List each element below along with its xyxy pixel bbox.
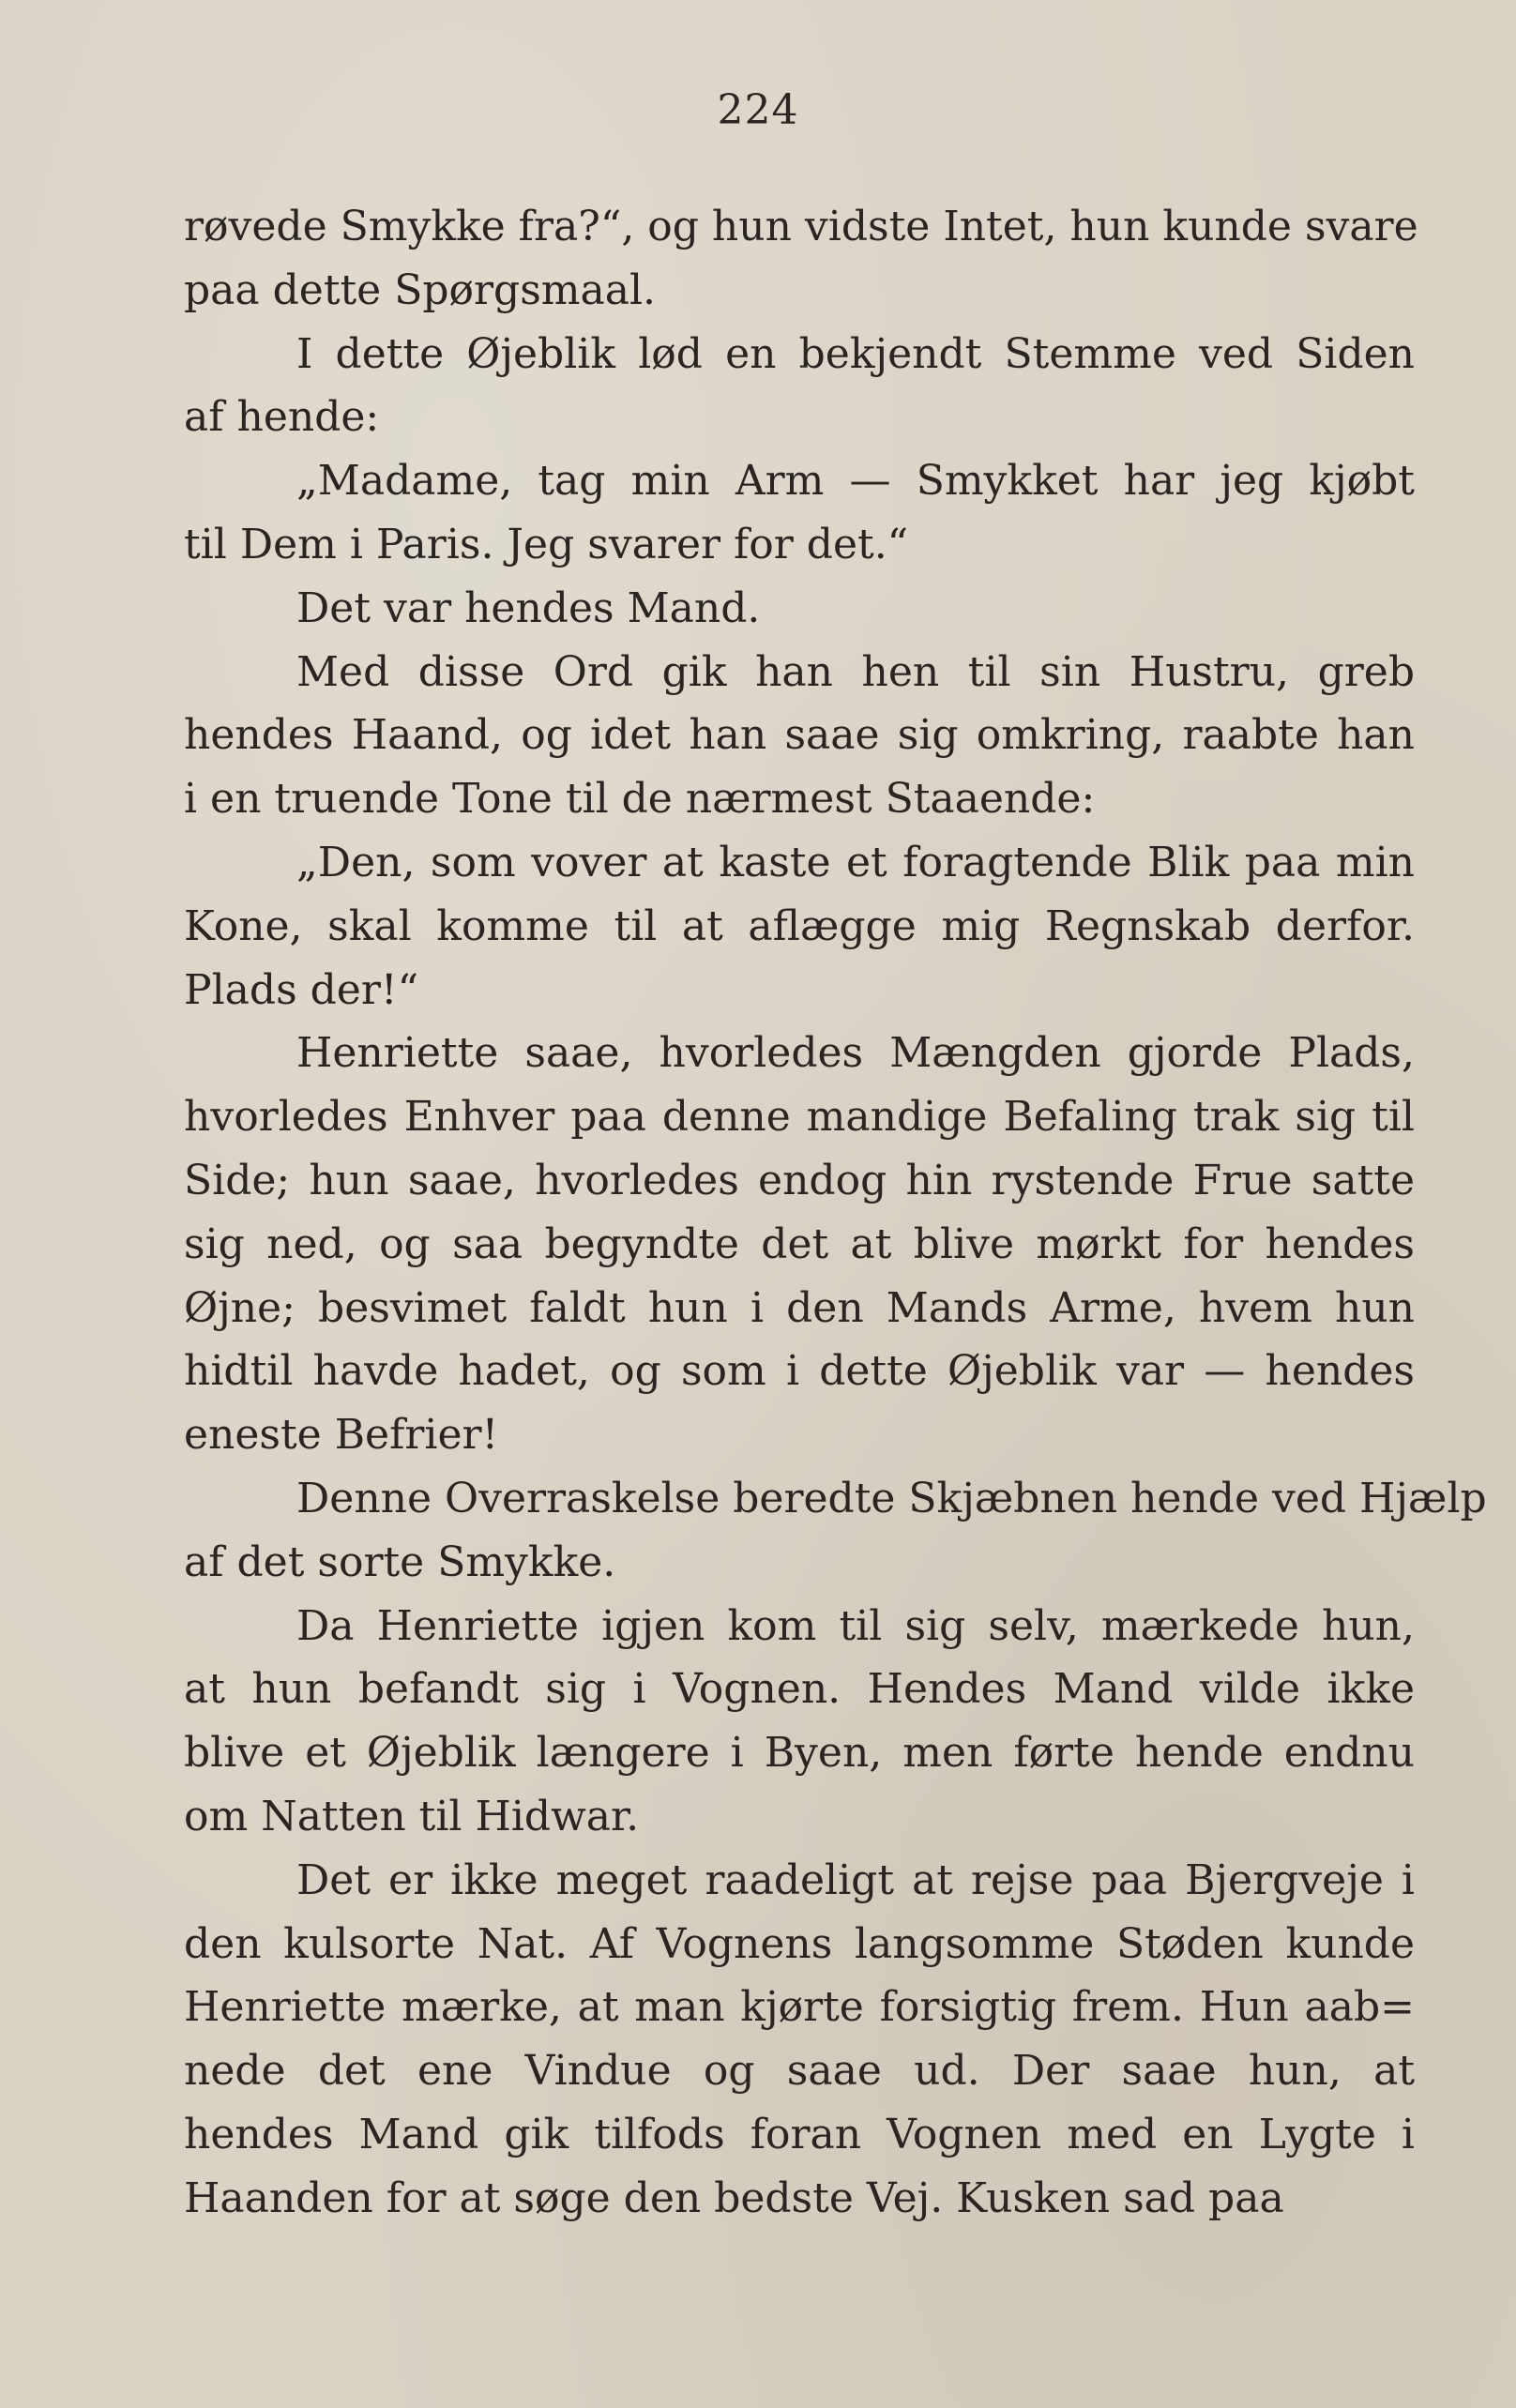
text-line: hidtil havde hadet, og som i dette Øjeblik var — hendes	[184, 1347, 1415, 1396]
text-line: røvede Smykke fra?“, og hun vidste Intet, hun kunde svare	[184, 203, 1418, 250]
text-line: „Madame, tag min Arm — Smykket har jeg kjøbt	[296, 457, 1415, 506]
text-line: om Natten til Hidwar.	[184, 1792, 640, 1840]
text-line: Det var hendes Mand.	[296, 583, 761, 632]
paragraph	[184, 831, 1415, 1022]
text-line: Kone, skal komme til at aflægge mig Regnskab derfor.	[184, 901, 1415, 950]
text-line: til Dem i Paris. Jeg svarer for det.“	[184, 520, 909, 568]
paragraph	[184, 449, 1415, 577]
text-line: Henriette saae, hvorledes Mængden gjorde Plads,	[296, 1029, 1415, 1078]
text-line: sig ned, og saa begyndte det at blive mørkt for hendes	[184, 1219, 1415, 1268]
text-line: „Den, som vover at kaste et foragtende Blik paa min	[296, 838, 1415, 886]
text-line: af det sorte Smykke.	[184, 1537, 616, 1586]
paragraph	[184, 577, 1415, 641]
page-number: 224	[717, 86, 799, 134]
text-line: Øjne; besvimet faldt hun i den Mands Arme, hvem hun	[184, 1283, 1415, 1332]
text-line: den kulsorte Nat. Af Vognens langsomme Støden kunde	[184, 1919, 1415, 1968]
text-line: hendes Haand, og idet han saae sig omkring, raabte han	[184, 711, 1415, 760]
text-line: Haanden for at søge den bedste Vej. Kusken sad paa	[184, 2173, 1284, 2222]
text-line: Med disse Ord gik han hen til sin Hustru, greb	[296, 647, 1415, 696]
text-line: i en truende Tone til de nærmest Staaende:	[184, 775, 1096, 824]
text-line: Denne Overraskelse beredte Skjæbnen hende ved Hjælp	[296, 1474, 1487, 1522]
text-line: Da Henriette igjen kom til sig selv, mærkede hun,	[296, 1601, 1415, 1650]
paragraph	[184, 1467, 1487, 1595]
body-text	[184, 195, 1487, 2231]
paragraph	[184, 1595, 1415, 1849]
paragraph	[184, 195, 1418, 323]
text-line: Plads der!“	[184, 965, 419, 1014]
text-line: eneste Befrier!	[184, 1411, 499, 1460]
text-line: hendes Mand gik tilfods foran Vognen med en Lygte i	[184, 2110, 1415, 2158]
text-line: hvorledes Enhver paa denne mandige Befaling trak sig til	[184, 1093, 1415, 1142]
text-line: Side; hun saae, hvorledes endog hin rystende Frue satte	[184, 1156, 1415, 1204]
paragraph	[184, 1849, 1415, 2231]
text-line: Henriette mærke, at man kjørte forsigtig frem. Hun aab=	[184, 1983, 1415, 2032]
text-line: paa dette Spørgsmaal.	[184, 265, 657, 314]
text-line: I dette Øjeblik lød en bekjendt Stemme ved Siden	[296, 329, 1415, 378]
paragraph	[184, 323, 1415, 450]
text-line: af hende:	[184, 393, 380, 442]
text-line: nede det ene Vindue og saae ud. Der saae hun, at	[184, 2047, 1415, 2096]
paragraph	[184, 1022, 1415, 1467]
paragraph	[184, 641, 1415, 831]
text-line: Det er ikke meget raadeligt at rejse paa Bjergveje i	[296, 1855, 1415, 1904]
text-line: at hun befandt sig i Vognen. Hendes Mand vilde ikke	[184, 1665, 1415, 1714]
text-line: blive et Øjeblik længere i Byen, men førte hende endnu	[184, 1729, 1415, 1778]
